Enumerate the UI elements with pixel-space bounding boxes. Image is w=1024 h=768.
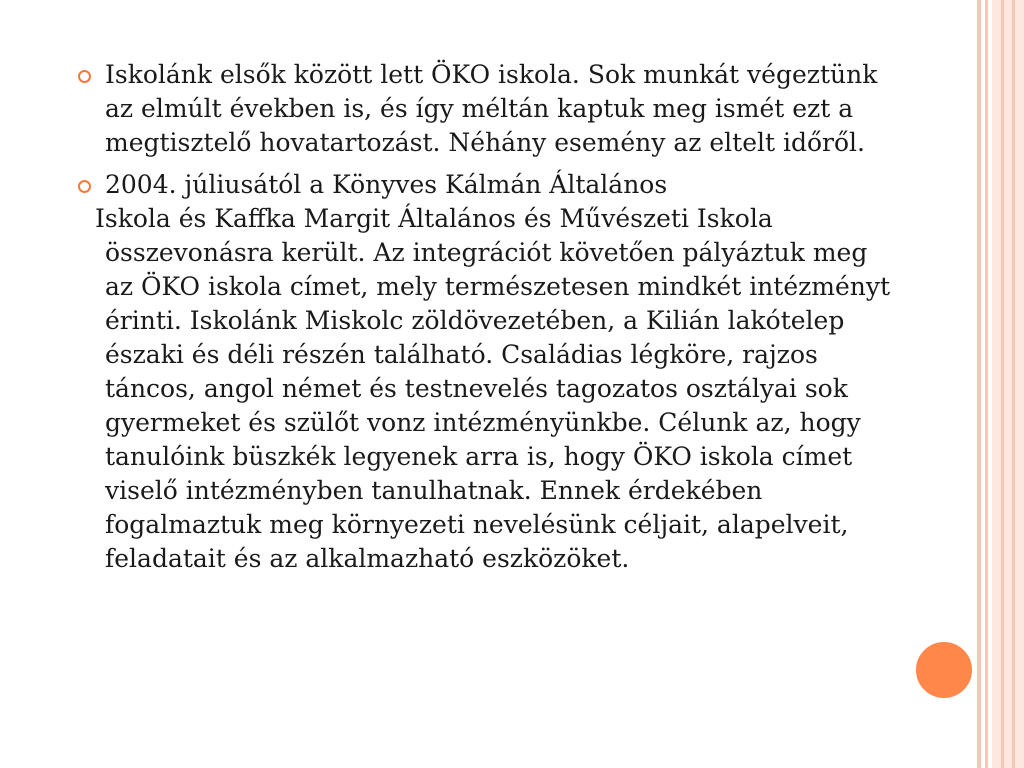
decorative-stripe	[985, 0, 988, 768]
decorative-stripe	[1001, 0, 1004, 768]
decorative-circle	[914, 640, 974, 700]
decorative-stripe-band	[992, 0, 1024, 768]
bullet-text: 2004. júliusától a Könyves Kálmán Általános	[105, 170, 668, 199]
decorative-stripe	[977, 0, 981, 768]
bullet-item	[78, 58, 898, 160]
circle-bullet-icon	[78, 70, 91, 83]
circle-bullet-icon	[78, 180, 91, 193]
slide-body	[78, 58, 898, 576]
bullet-item	[78, 168, 898, 202]
continuation-paragraph: Iskola és Kaffka Margit Általános és Művészeti Iskola összevonásra került. Az integrációt követően pályáztuk meg az ÖKO iskola címet, mely természetesen mindkét intézményt érinti. Iskolánk Miskolc zöldövezetében, a Kilián lakótelep északi és déli részén található. Családias légköre, rajzos táncos, angol német és testnevelés tagozatos osztályai sok gyermeket és szülőt vonz intézményünkbe. Célunk az, hogy tanulóink büszkék legyenek arra is, hogy ÖKO iskola címet viselő intézményben tanulhatnak. Ennek érdekében fogalmaztuk meg környezeti nevelésünk céljait, alapelveit, feladatait és az alkalmazható eszközöket.	[95, 204, 891, 573]
decorative-stripe	[1012, 0, 1015, 768]
bullet-text: Iskolánk elsők között lett ÖKO iskola. Sok munkát végeztünk az elmúlt években is, és így méltán kaptuk meg ismét ezt a megtisztelő hovatartozást. Néhány esemény az eltelt időről.	[105, 60, 878, 157]
